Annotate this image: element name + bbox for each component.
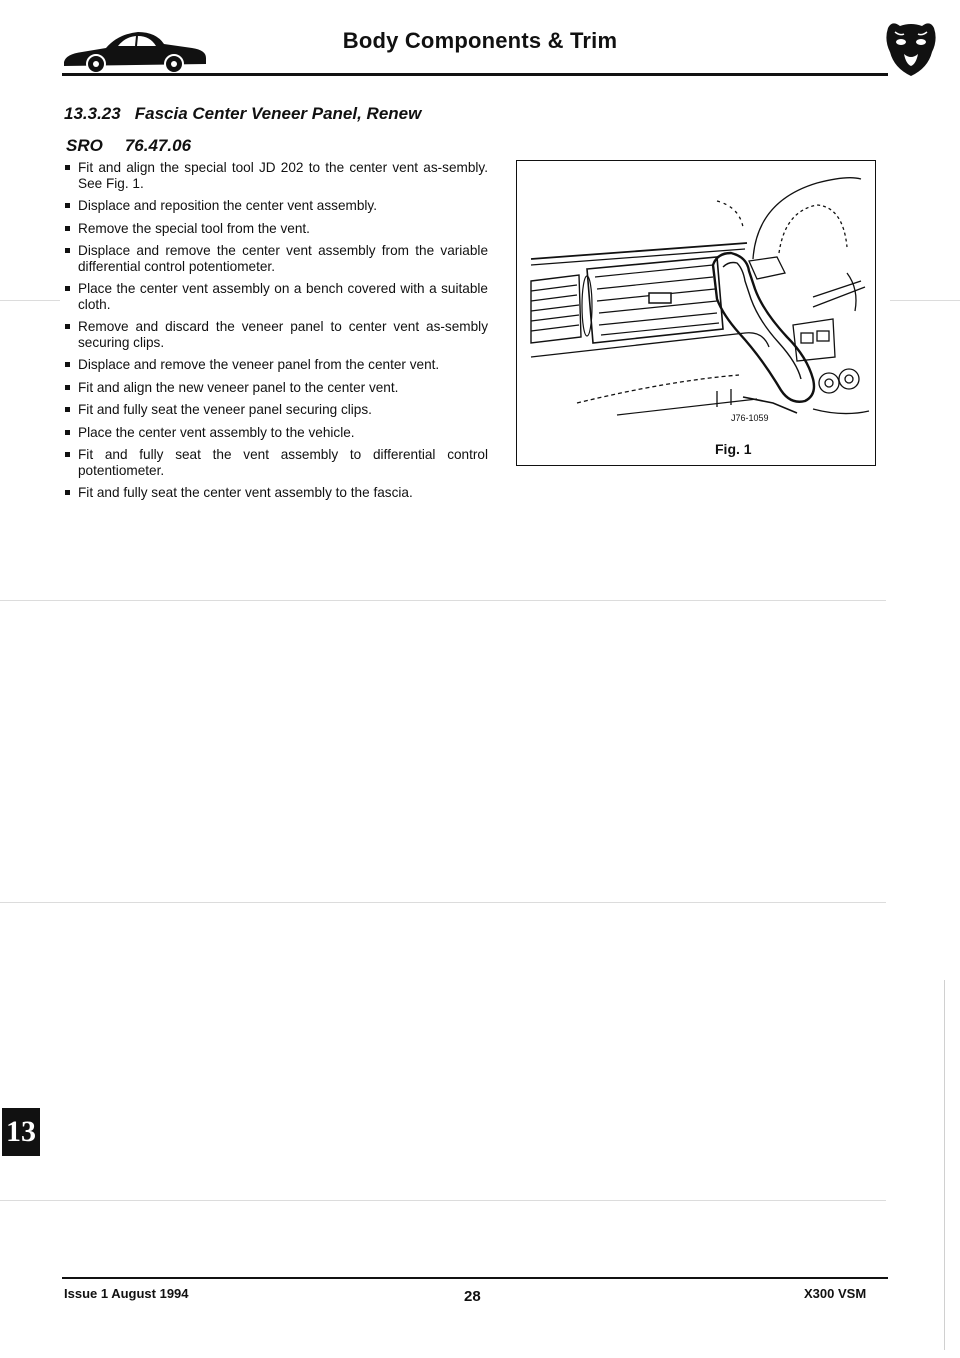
scan-artifact-line bbox=[0, 300, 60, 301]
procedure-step: Displace and remove the center vent assembly from the variable differential control potentiometer. bbox=[64, 243, 488, 274]
section-title: Fascia Center Veneer Panel, Renew bbox=[134, 104, 422, 123]
scan-artifact-line bbox=[890, 300, 960, 301]
procedure-step: Fit and fully seat the veneer panel securing clips. bbox=[64, 402, 488, 418]
procedure-step: Fit and align the special tool JD 202 to the center vent as-sembly. See Fig. 1. bbox=[64, 160, 488, 191]
sro-label: SRO bbox=[66, 136, 103, 155]
sro-code: 76.47.06 bbox=[124, 136, 192, 155]
header-rule bbox=[62, 73, 888, 76]
footer-rule bbox=[62, 1277, 888, 1279]
page-number: 28 bbox=[464, 1288, 481, 1305]
section-heading bbox=[64, 104, 421, 124]
scan-artifact-line bbox=[0, 600, 886, 601]
procedure-step: Fit and fully seat the vent assembly to differential control potentiometer. bbox=[64, 447, 488, 478]
procedure-step: Place the center vent assembly to the vehicle. bbox=[64, 425, 488, 441]
procedure-step: Displace and reposition the center vent assembly. bbox=[64, 198, 488, 214]
scan-artifact-line bbox=[944, 980, 945, 1350]
scan-artifact-line bbox=[0, 902, 886, 903]
procedure-step: Displace and remove the veneer panel from the center vent. bbox=[64, 357, 488, 373]
sro-line bbox=[66, 136, 191, 156]
figure-1 bbox=[516, 160, 876, 466]
figure-code: J76-1059 bbox=[731, 413, 769, 423]
page-header-title: Body Components & Trim bbox=[342, 28, 618, 53]
procedure-step: Fit and align the new veneer panel to the center vent. bbox=[64, 380, 488, 396]
procedure-step: Remove and discard the veneer panel to center vent as-sembly securing clips. bbox=[64, 319, 488, 350]
jaguar-head-icon bbox=[880, 18, 942, 80]
car-logo-icon bbox=[60, 26, 210, 76]
procedure-steps bbox=[64, 160, 488, 508]
center-vent-illustration bbox=[517, 161, 874, 464]
scan-artifact-line bbox=[0, 1200, 886, 1201]
section-tab: 13 bbox=[2, 1108, 40, 1156]
footer-issue: Issue 1 August 1994 bbox=[64, 1286, 189, 1301]
figure-caption: Fig. 1 bbox=[715, 441, 752, 457]
section-number: 13.3.23 bbox=[64, 104, 121, 123]
procedure-step: Remove the special tool from the vent. bbox=[64, 221, 488, 237]
procedure-step: Place the center vent assembly on a bench covered with a suitable cloth. bbox=[64, 281, 488, 312]
procedure-step: Fit and fully seat the center vent assembly to the fascia. bbox=[64, 485, 488, 501]
footer-document-id: X300 VSM bbox=[804, 1286, 867, 1301]
